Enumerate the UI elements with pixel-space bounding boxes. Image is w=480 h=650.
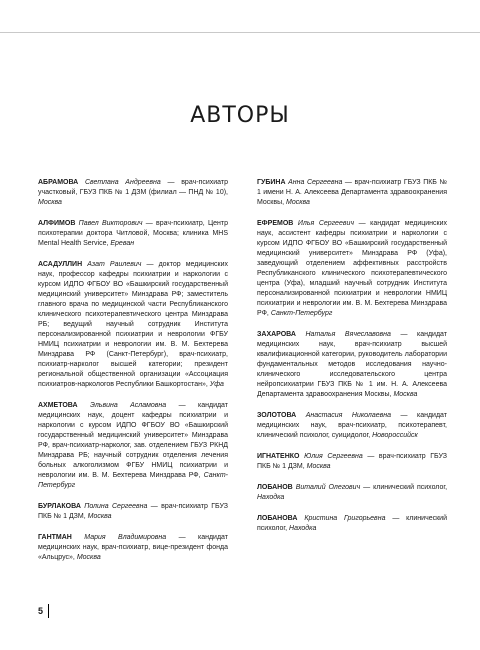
author-given-name: Светлана Андреевна <box>84 179 161 186</box>
author-surname: ИГНАТЕНКО <box>257 453 300 460</box>
author-description: — врач-психиатр ГБУЗ ПКБ № 1 ДЗМ, <box>257 453 448 470</box>
page-number: 5 <box>38 604 49 618</box>
author-given-name: Азат Раилевич <box>87 261 142 268</box>
author-entry <box>257 330 447 400</box>
author-description: — клинический психолог, <box>360 484 448 491</box>
author-description: — врач-психиатр участковый, ГБУЗ ПКБ № 1 ДЗМ (филиал — ПНД № 10), <box>38 179 228 196</box>
author-city: Москва <box>76 554 101 561</box>
author-city: Москва <box>306 463 331 470</box>
author-city: Уфа <box>209 381 224 388</box>
author-given-name: Павел Викторович <box>78 220 143 227</box>
author-surname: БУРЛАКОВА <box>38 503 81 510</box>
author-given-name: Анастасия Николаевна <box>305 412 392 419</box>
author-entry <box>38 533 228 563</box>
author-description: — врач-психиатр, Центр психотерапии доктора Читловой, Москва; клиника MHS Mental Health Service, <box>38 220 228 247</box>
author-given-name: Илья Сергеевич <box>297 220 355 227</box>
author-surname: АЛФИМОВ <box>38 220 76 227</box>
author-given-name: Эльвина Асламовна <box>89 402 167 409</box>
author-surname: ЗАХАРОВА <box>257 331 296 338</box>
author-entry <box>38 401 228 491</box>
left-column <box>38 178 228 574</box>
author-city: Находка <box>257 494 285 501</box>
author-entry <box>38 502 228 522</box>
author-description: — кандидат медицинских наук, врач-психиатр, психотерапевт, клинический психолог, суицидолог, <box>257 412 447 439</box>
author-description: — кандидат медицинских наук, доцент кафедры психиатрии и наркологии с курсом ИДПО ФГБОУ ВО «Башкирский государственный медицинский университет» Минздрава РФ, врач-психиатр-нарколог, зав. отделением ГБУЗ РКНД Минздрава РБ; научный сотрудник отделения лечения больных алкоголизмом ФГБУ НМИЦ психиатрии и неврологии им. В. М. Бехтерева Минздрава РФ, <box>38 402 229 479</box>
author-surname: ЛОБАНОВ <box>257 484 293 491</box>
author-city: Санкт-Петербург <box>270 310 333 317</box>
author-given-name: Мария Владимировна <box>84 534 167 541</box>
author-given-name: Анна Сергеевна <box>288 179 343 186</box>
right-column <box>257 178 447 545</box>
author-city: Москва <box>286 199 310 206</box>
author-surname: ГАНТМАН <box>38 534 72 541</box>
author-given-name: Юлия Сергеевна <box>304 453 363 460</box>
author-surname: ГУБИНА <box>257 179 286 186</box>
author-entry <box>257 483 447 503</box>
author-entry <box>257 219 447 319</box>
page-title: АВТОРЫ <box>190 102 290 128</box>
author-entry <box>38 260 228 390</box>
author-city: Москва <box>38 199 62 206</box>
author-entry <box>257 411 447 441</box>
author-given-name: Кристина Григорьевна <box>304 515 386 522</box>
author-entry <box>257 178 447 208</box>
author-city: Москва <box>393 391 418 398</box>
author-given-name: Полина Сергеевна <box>84 503 148 510</box>
author-entry <box>257 514 447 534</box>
author-city: Санкт-Петербург <box>38 472 228 489</box>
author-description: — клинический психолог, <box>257 515 447 532</box>
author-description: — доктор медицинских наук, профессор кафедры психиатрии и наркологии с курсом ИДПО ФГБОУ ВО «Башкирский государственный медицинский университет» Минздрава РФ; заместитель главного врача по медицинской части Республиканского клинического психотерапевтического центра Минздрава РБ; ведущий научный сотрудник Института персонализированной психиатрии и неврологии ФГБУ НМИЦ психиатрии и неврологии им. В. М. Бехтерева Минздрава РФ (Санкт-Петербург), врач-психиатр, психиатр-нарколог высшей категории; президент региональной общественной организации «Ассоциация психиатров-наркологов Республики Башкортостан», <box>38 261 229 388</box>
author-description: — кандидат медицинских наук, ассистент кафедры психиатрии и наркологии с курсом ИДПО ФГБОУ ВО «Башкирский государственный медицинский университет» Минздрава РФ (Уфа), заведующий отделением аффективных расстройств Республиканского клинического психотерапевтического центра (Уфа), младший научный сотрудник Института персонализированной психиатрии и неврологии НМИЦ психиатрии и неврологии им. В. М. Бехтерева Минздрава РФ, <box>257 220 448 317</box>
author-surname: ЛОБАНОВА <box>257 515 298 522</box>
author-city: Находка <box>289 525 317 532</box>
author-city: Москва <box>87 513 112 520</box>
author-surname: АХМЕТОВА <box>38 402 78 409</box>
author-city: Ереван <box>110 240 135 247</box>
author-description: — врач-психиатр ГБУЗ ПКБ № 1 ДЗМ, <box>38 503 228 520</box>
author-given-name: Наталья Вячеславовна <box>305 331 391 338</box>
top-rule <box>0 32 480 33</box>
author-surname: АСАДУЛЛИН <box>38 261 83 268</box>
author-surname: ЕФРЕМОВ <box>257 220 294 227</box>
author-entry <box>257 452 447 472</box>
author-description: — кандидат медицинских наук, врач-психиатр высшей квалификационной категории, руководитель лаборатории фундаментальных методов исследования научно-клинического исследовательского центра нейропсихиатрии ГБУЗ ПКБ № 1 им. Н. А. Алексеева Департамента здравоохранения Москвы, <box>257 331 447 398</box>
author-entry <box>38 219 228 249</box>
author-surname: АБРАМОВА <box>38 179 79 186</box>
author-description: — врач-психиатр ГБУЗ ПКБ № 1 имени Н. А. Алексеева Департамента здравоохранения Москвы, <box>257 179 447 206</box>
author-given-name: Виталий Олегович <box>295 484 361 491</box>
author-surname: ЗОЛОТОВА <box>257 412 297 419</box>
author-entry <box>38 178 228 208</box>
author-city: Новороссийск <box>372 432 418 439</box>
author-description: — кандидат медицинских наук, врач-психиатр, вице-президент фонда «Альцрус», <box>38 534 228 561</box>
